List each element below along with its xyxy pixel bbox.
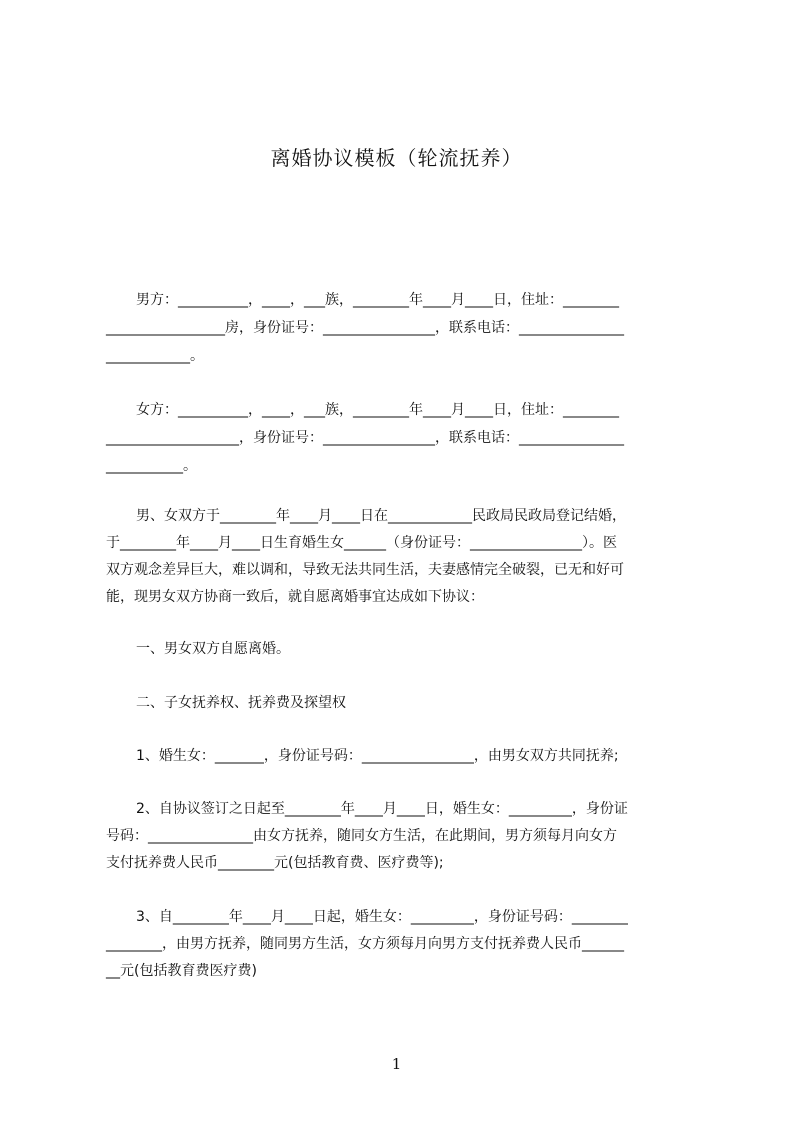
wife-info-line-2: ___________________，身份证号：________________，联系电话：_______________ bbox=[106, 430, 624, 446]
intro-line-3: 双方观念差异巨大，难以调和，导致无法共同生活，夫妻感情完全破裂，已无和好可 bbox=[106, 562, 624, 578]
intro-line-2: 于________年____月____日生育婚生女______（身份证号：________________）。医 bbox=[106, 535, 617, 551]
item-3-line-2: ________，由男方抚养，随同男方生活，女方须每月向男方支付抚养费人民币______ bbox=[106, 936, 624, 952]
wife-info-line-1: 女方：__________，____，___族，________年____月____日，住址：________ bbox=[136, 402, 619, 418]
item-2-line-3: 支付抚养费人民币________元(包括教育费、医疗费等); bbox=[106, 855, 444, 871]
intro-line-4: 能，现男女双方协商一致后，就自愿离婚事宜达成如下协议： bbox=[106, 589, 484, 605]
item-2-line-1: 2、自协议签订之日起至________年____月____日，婚生女：_________，身份证 bbox=[136, 801, 628, 817]
clause-2-heading: 二、子女抚养权、抚养费及探望权 bbox=[136, 695, 346, 711]
husband-info-line-2: _________________房，身份证号：________________，联系电话：_______________ bbox=[106, 320, 624, 336]
husband-info-line-1: 男方：__________，____，___族，________年____月____日，住址：________ bbox=[136, 292, 619, 308]
item-3-line-3: __元(包括教育费医疗费) bbox=[106, 963, 257, 979]
intro-line-1: 男、女双方于________年____月____日在____________民政局民政局登记结婚， bbox=[136, 508, 626, 524]
item-3-line-1: 3、自________年____月____日起，婚生女：_________，身份证号码：________ bbox=[136, 909, 628, 925]
document-title: 离婚协议模板（轮流抚养） bbox=[270, 146, 523, 170]
page-number: 1 bbox=[391, 1055, 402, 1073]
item-2-line-2: 号码：_______________由女方抚养，随同女方生活，在此期间，男方须每月向女方 bbox=[106, 828, 617, 844]
husband-info-line-3: ____________。 bbox=[106, 348, 204, 364]
item-1: 1、婚生女：_______，身份证号码：________________，由男女双方共同抚养; bbox=[136, 748, 619, 764]
wife-info-line-3: ___________。 bbox=[106, 458, 197, 474]
clause-1: 一、男女双方自愿离婚。 bbox=[136, 641, 290, 657]
